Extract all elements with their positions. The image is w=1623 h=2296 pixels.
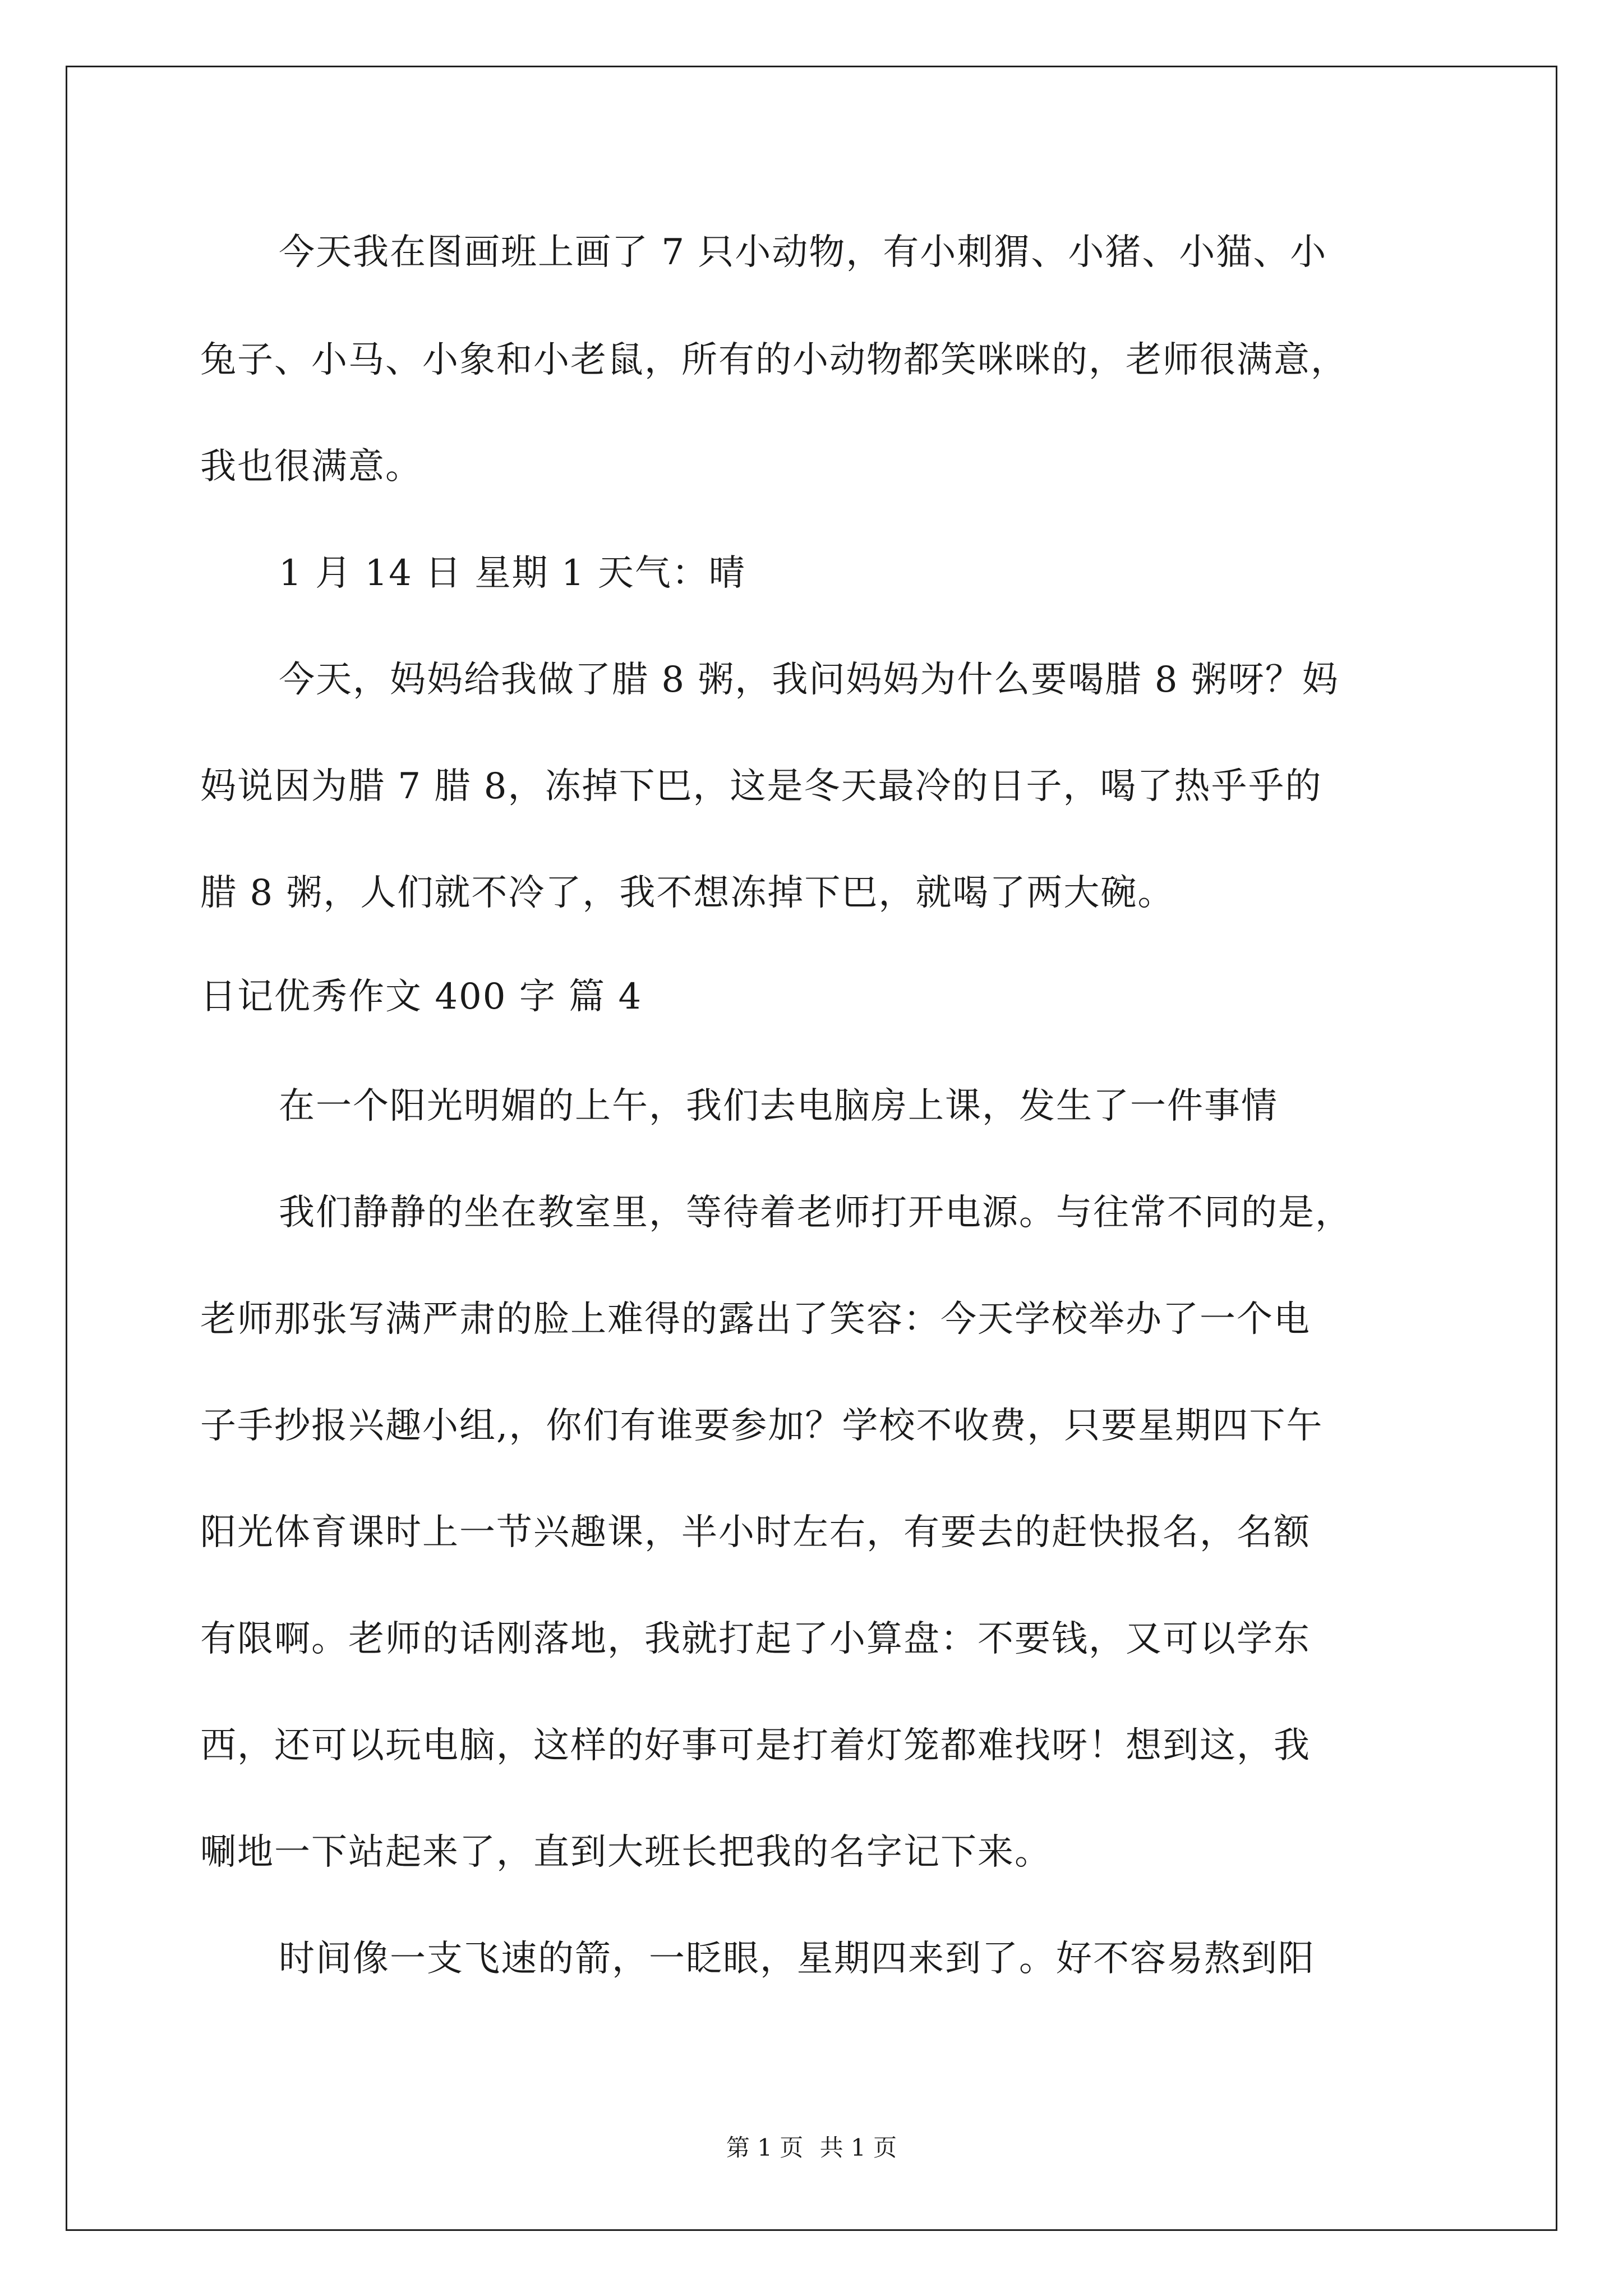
text-line: 兔子、小马、小象和小老鼠，所有的小动物都笑咪咪的，老师很满意， [200, 339, 1348, 381]
section-heading: 日记优秀作文 400 字 篇 4 [200, 976, 643, 1018]
text-line: 唰地一下站起来了，直到大班长把我的名字记下来。 [200, 1832, 1052, 1873]
date-weather-line: 1 月 14 日 星期 1 天气：晴 [279, 553, 746, 594]
text-line: 西，还可以玩电脑，这样的好事可是打着灯笼都难找呀！想到这，我 [200, 1725, 1311, 1766]
text-line: 阳光体育课时上一节兴趣课，半小时左右，有要去的赶快报名，名额 [200, 1512, 1311, 1553]
text-line: 我也很满意。 [200, 446, 422, 487]
text-line: 我们静静的坐在教室里，等待着老师打开电源。与往常不同的是， [279, 1192, 1352, 1234]
text-line: 腊 8 粥，人们就不冷了，我不想冻掉下巴，就喝了两大碗。 [200, 872, 1175, 914]
text-line: 有限啊。老师的话刚落地，我就打起了小算盘：不要钱，又可以学东 [200, 1618, 1311, 1660]
text-line: 今天我在图画班上画了 7 只小动物，有小刺猬、小猪、小猫、小 [279, 232, 1327, 273]
page-total: 共 1 页 [819, 2134, 897, 2161]
text-line: 在一个阳光明媚的上午，我们去电脑房上课，发生了一件事情 [279, 1085, 1278, 1127]
text-line: 时间像一支飞速的箭，一眨眼，星期四来到了。好不容易熬到阳 [279, 1938, 1315, 1980]
text-line: 子手抄报兴趣小组,，你们有谁要参加？学校不收费，只要星期四下午 [200, 1405, 1324, 1447]
text-line: 妈说因为腊 7 腊 8，冻掉下巴，这是冬天最冷的日子，喝了热乎乎的 [200, 766, 1322, 807]
text-line: 今天，妈妈给我做了腊 8 粥，我问妈妈为什么要喝腊 8 粥呀？妈 [279, 659, 1339, 701]
page-border [66, 66, 1557, 2231]
page-number: 第 1 页 [726, 2134, 804, 2161]
page-footer [0, 2136, 1623, 2160]
text-line: 老师那张写满严肃的脸上难得的露出了笑容：今天学校举办了一个电 [200, 1299, 1311, 1340]
